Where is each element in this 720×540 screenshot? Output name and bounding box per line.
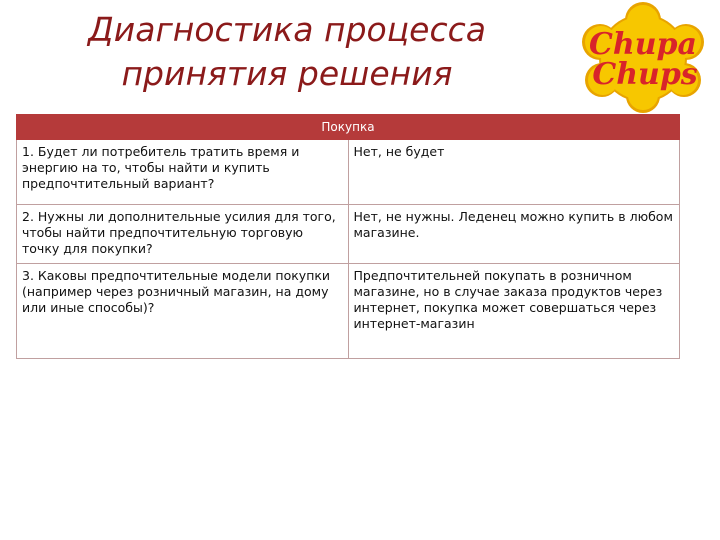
table-row bbox=[17, 205, 680, 264]
answer-cell: Нет, не будет bbox=[348, 140, 680, 205]
question-cell: 3. Каковы предпочтительные модели покупки (например через розничный магазин, на дому или иные способы)? bbox=[17, 264, 349, 359]
answer-cell: Предпочтительней покупать в розничном магазине, но в случае заказа продуктов через интернет, покупка может совершаться через интернет-магазин bbox=[348, 264, 680, 359]
question-cell: 1. Будет ли потребитель тратить время и энергию на то, чтобы найти и купить предпочтительный вариант? bbox=[17, 140, 349, 205]
title-line-2: принятия решения bbox=[121, 54, 453, 93]
answer-cell: Нет, не нужны. Леденец можно купить в любом магазине. bbox=[348, 205, 680, 264]
slide-title bbox=[22, 8, 552, 96]
table-row bbox=[17, 264, 680, 359]
chupa-chups-logo bbox=[578, 2, 708, 114]
table-header-row bbox=[17, 115, 680, 140]
title-line-1: Диагностика процесса bbox=[88, 10, 486, 49]
question-cell: 2. Нужны ли дополнительные усилия для того, чтобы найти предпочтительную торговую точку для покупки? bbox=[17, 205, 349, 264]
table-header: Покупка bbox=[17, 115, 680, 140]
logo-text-line-1: Chupa bbox=[589, 27, 697, 62]
purchase-table bbox=[16, 114, 680, 359]
table-row bbox=[17, 140, 680, 205]
logo-text-line-2: Chups bbox=[592, 57, 698, 92]
